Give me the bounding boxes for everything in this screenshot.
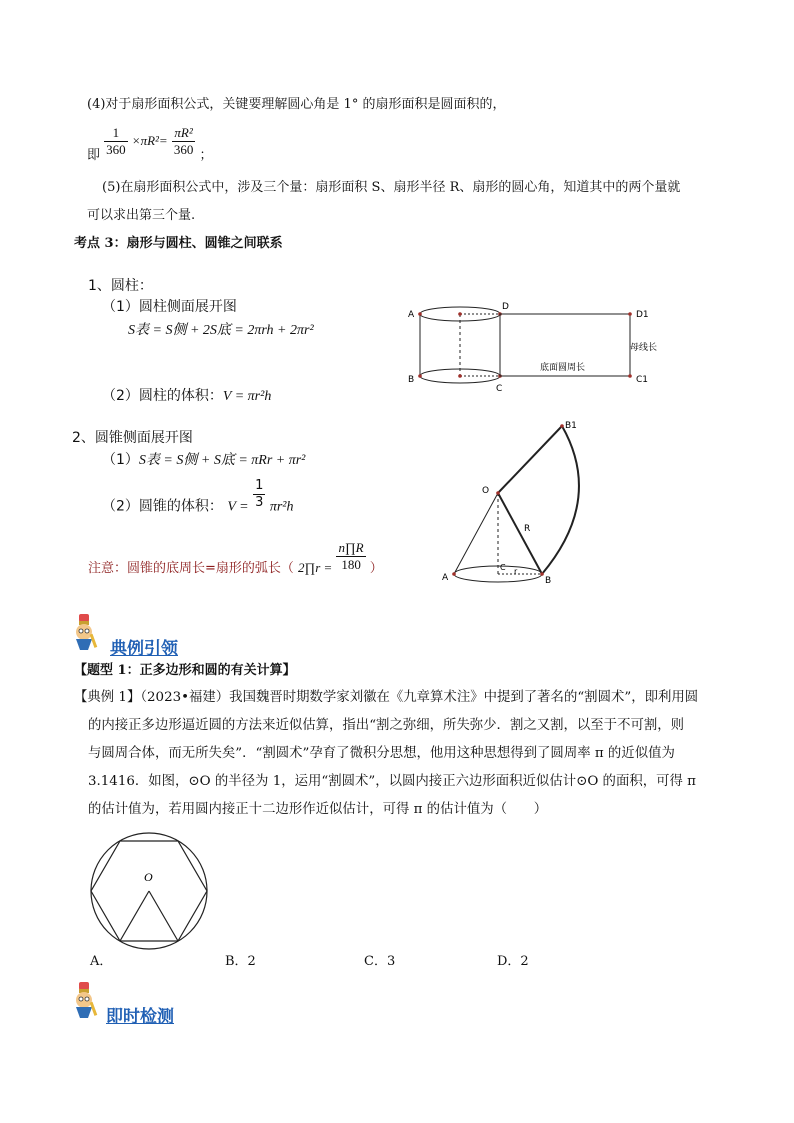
point-label-C: C (496, 384, 503, 394)
fraction-piR2-360: $\frac{\text{πR²}}{360}$ (173, 125, 194, 157)
section-title-examples: 典例引领 (110, 639, 178, 659)
cylinder-unfold-diagram (400, 298, 670, 398)
example-line-3: 与圆周合体，而无所失矣”．“割圆术”孕育了微积分思想，他用这种思想得到了圆周率 π 的近似值为 (88, 746, 675, 761)
cylinder-title: 1、圆柱： (88, 278, 153, 294)
point-label-B: B (408, 375, 415, 385)
cone-item-2: （2）圆锥的体积： V = $\frac{1}{3}$ πr²h (102, 478, 294, 515)
option-d[interactable]: D．2 (497, 954, 529, 969)
cone-unfold-diagram (438, 418, 598, 588)
pencil-mascot-icon (70, 612, 102, 652)
para-4-formula: 即 $\frac{1}{360}$ ×πR²= $\frac{\text{πR²}}{360}$ ； (87, 125, 213, 163)
generatrix-label: 母线长 (630, 343, 658, 353)
tixing-1-heading: 【题型 1：正多边形和圆的有关计算】 (74, 663, 296, 678)
para-5-line2: 可以求出第三个量. (87, 208, 196, 223)
point-label-A: A (408, 310, 415, 320)
cone-label-O: O (482, 486, 490, 496)
cone-label-r: r (514, 567, 518, 576)
point-label-D1: D1 (636, 310, 649, 320)
fraction-1-360: $\frac{1}{360}$ (106, 125, 126, 157)
cylinder-surface-formula: S表 = S侧 + 2S底 = 2πrh + 2πr² (128, 323, 314, 338)
cone-label-R: R (524, 524, 531, 534)
cone-item-1: （1）S表 = S侧 + S底 = πRr + πr² (102, 452, 306, 468)
cone-label-C: C (500, 563, 506, 572)
cone-label-B: B (545, 576, 552, 586)
para-4-line1: (4)对于扇形面积公式，关键要理解圆心角是 1° 的扇形面积是圆面积的， (87, 97, 506, 112)
option-c[interactable]: C．3 (364, 954, 396, 969)
cone-note: 注意：圆锥的底周长=扇形的弧长（ 2∏r = $\frac{n\prod R}{180}$ ） (88, 540, 383, 576)
option-b[interactable]: B．2 (225, 954, 256, 969)
example-line-5: 的估计值为，若用圆内接正十二边形作近似估计，可得 π 的估计值为（ ） (88, 802, 548, 817)
cylinder-item-1: （1）圆柱侧面展开图 (102, 299, 237, 315)
fraction-arc: $\frac{n\prod R}{180}$ (338, 540, 364, 572)
cone-title: 2、圆锥侧面展开图 (72, 430, 193, 446)
center-label-O: O (144, 870, 153, 884)
cone-label-A: A (442, 573, 449, 583)
example-line-2: 的内接正多边形逼近圆的方法来近似估算，指出“割之弥细，所失弥少．割之又割，以至于不可割，则 (88, 718, 685, 733)
base-circumference-label: 底面圆周长 (540, 363, 586, 373)
inscribed-hexagon-diagram (88, 830, 210, 952)
kaodian-3-heading: 考点 3：扇形与圆柱、圆锥之间联系 (74, 236, 283, 251)
point-label-D: D (502, 302, 509, 312)
example-line-1: 【典例 1】（2023•福建）我国魏晋时期数学家刘徽在《九章算术注》中提到了著名的“割圆术”，即利用圆 (74, 690, 699, 705)
para-5-line1: (5)在扇形面积公式中，涉及三个量：扇形面积 S、扇形半径 R、扇形的圆心角，知道其中的两个量就 (102, 180, 681, 195)
example-line-4: 3.1416．如图，⊙O 的半径为 1，运用“割圆术”，以圆内接正六边形面积近似估计⊙O 的面积，可得 π (88, 774, 696, 789)
option-a[interactable]: A． (90, 954, 113, 969)
cone-label-B1: B1 (565, 421, 577, 431)
section-title-practice: 即时检测 (106, 1007, 174, 1027)
cylinder-item-2: （2）圆柱的体积：V = πr²h (102, 388, 272, 404)
point-label-C1: C1 (636, 375, 649, 385)
pencil-mascot-icon-2 (70, 980, 102, 1020)
fraction-1-3: $\frac{1}{3}$ (255, 478, 264, 510)
